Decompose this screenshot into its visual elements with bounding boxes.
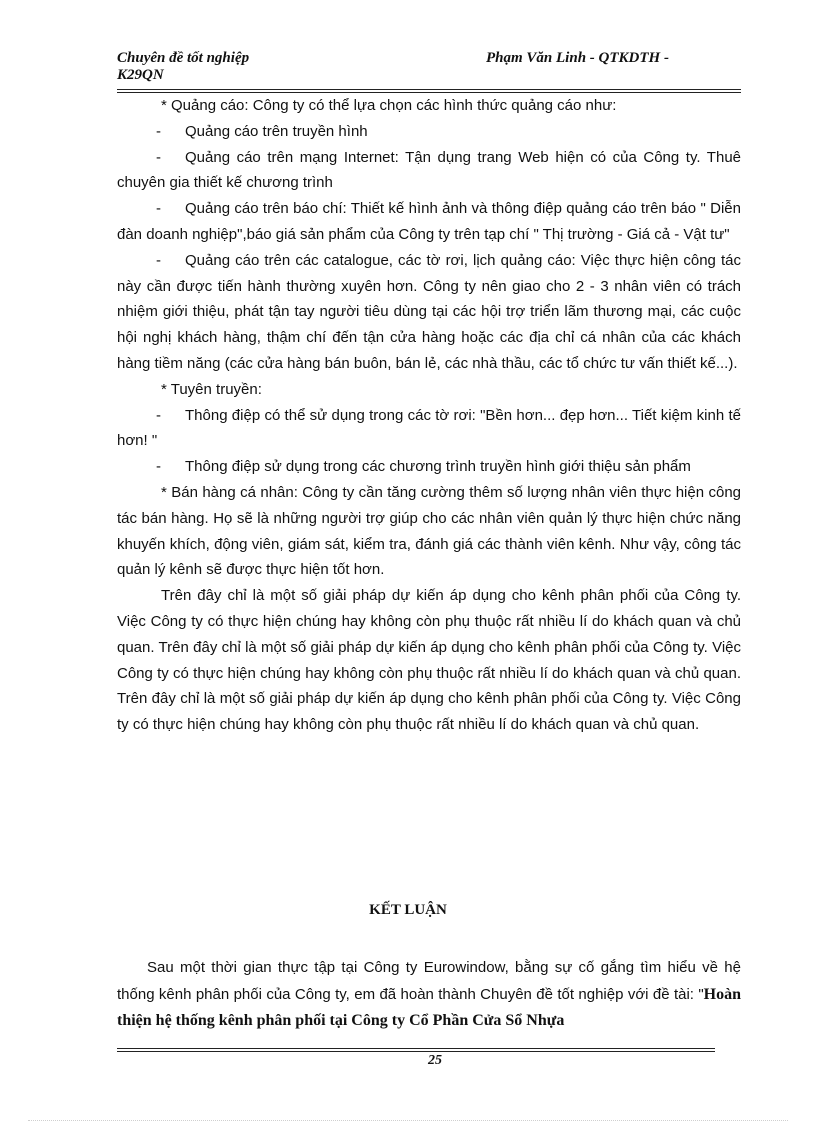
dash-marker: - <box>156 148 161 166</box>
page-header <box>117 50 741 90</box>
paragraph-propaganda: * Tuyên truyền: <box>161 380 262 398</box>
list-item <box>117 145 741 197</box>
conclusion-intro: Sau một thời gian thực tập tại Công ty Eurowindow, bằng sự cố gắng tìm hiểu về hệ thống kênh phân phối của Công ty, em đã hoàn thành Chuyên đề tốt nghiệp với đề tài: " <box>117 959 741 1003</box>
dash-marker: - <box>156 200 161 218</box>
list-item <box>117 454 741 480</box>
dash-marker: - <box>156 406 161 424</box>
list-item <box>117 403 741 455</box>
conclusion-paragraph <box>117 955 741 1035</box>
paragraph-advertising: * Quảng cáo: Công ty có thể lựa chọn các hình thức quảng cáo như: <box>161 97 617 114</box>
list-item-text: Quảng cáo trên mạng Internet: Tận dụng trang Web hiện có của Công ty. Thuê chuyên gia thiết kế chương trình <box>117 148 741 192</box>
dash-marker: - <box>156 251 161 269</box>
dash-marker: - <box>156 458 161 476</box>
thesis-topic: Hoàn thiện hệ thống kênh phân phối tại Công ty Cổ Phần Cửa Sổ Nhựa <box>117 985 741 1029</box>
paragraph-summary: Trên đây chỉ là một số giải pháp dự kiến áp dụng cho kênh phân phối của Công ty. Việc Công ty có thực hiện chúng hay không còn phụ thuộc rất nhiều lí do khách quan và chủ quan. Trên đây chỉ là một số giải pháp dự kiến áp dụng cho kênh phân phối của Công ty. Việc Công ty có thực hiện chúng hay không còn phụ thuộc rất nhiều lí do khách quan và chủ quan. Trên đây chỉ là một số giải pháp dự kiến áp dụng cho kênh phân phối của Công ty. Việc Công ty có thực hiện chúng hay không còn phụ thuộc rất nhiều lí do khách quan và chủ quan. <box>117 587 775 734</box>
header-author: Phạm Văn Linh - QTKDTH - <box>486 50 669 66</box>
paragraph-personal-selling: * Bán hàng cá nhân: Công ty cần tăng cường thêm số lượng nhân viên thực hiện công tác bán hàng. Họ sẽ là những người trợ giúp cho các nhân viên quản lý thực hiện chức năng khuyến khích, động viên, giám sát, kiểm tra, đánh giá các thành viên kênh. Như vậy, công tác quản lý kênh sẽ được thực hiện tốt hơn. <box>117 483 741 579</box>
list-item <box>117 196 741 248</box>
list-item <box>117 119 741 145</box>
header-left-title: Chuyên đề tốt nghiệp <box>117 50 250 66</box>
body-text <box>117 93 775 738</box>
list-item-text: Thông điệp sử dụng trong các chương trình truyền hình giới thiệu sản phẩm <box>185 458 691 476</box>
list-item-text: Quảng cáo trên báo chí: Thiết kế hình ảnh và thông điệp quảng cáo trên báo " Diễn đàn doanh nghiệp",báo giá sản phẩm của Công ty trên tạp chí " Thị trường - Giá cả - Vật tư" <box>117 200 741 243</box>
list-item-text: Quảng cáo trên các catalogue, các tờ rơi, lịch quảng cáo: Việc thực hiện công tác này cần được tiến hành thường xuyên hơn. Công ty nên giao cho 2 - 3 nhân viên có trách nhiệm giới thiệu, phát tận tay người tiêu dùng tại các hội trợ triển lãm thương mại, các cuộc hội nghị khách hàng, thậm chí đến tận cửa hàng hoặc các địa chỉ cá nhân của các khách hàng tiềm năng (các cửa hàng bán buôn, bán lẻ, các nhà thầu, các tổ chức tư vấn thiết kế...). <box>117 251 741 372</box>
conclusion-text <box>117 955 741 1035</box>
page-number: 25 <box>428 1053 442 1068</box>
section-title: KẾT LUẬN <box>369 902 447 918</box>
list-item-text: Thông điệp có thể sử dụng trong các tờ rơi: "Bền hơn... đẹp hơn... Tiết kiệm kinh tế hơn! " <box>117 406 741 450</box>
footer-rule-second <box>117 1051 715 1052</box>
header-left-class: K29QN <box>117 67 164 83</box>
page-edge-divider <box>28 1120 788 1121</box>
header-rule <box>117 89 741 90</box>
footer-rule <box>117 1048 715 1049</box>
dash-marker: - <box>156 122 161 140</box>
list-item <box>117 248 741 377</box>
list-item-text: Quảng cáo trên truyền hình <box>185 122 368 140</box>
